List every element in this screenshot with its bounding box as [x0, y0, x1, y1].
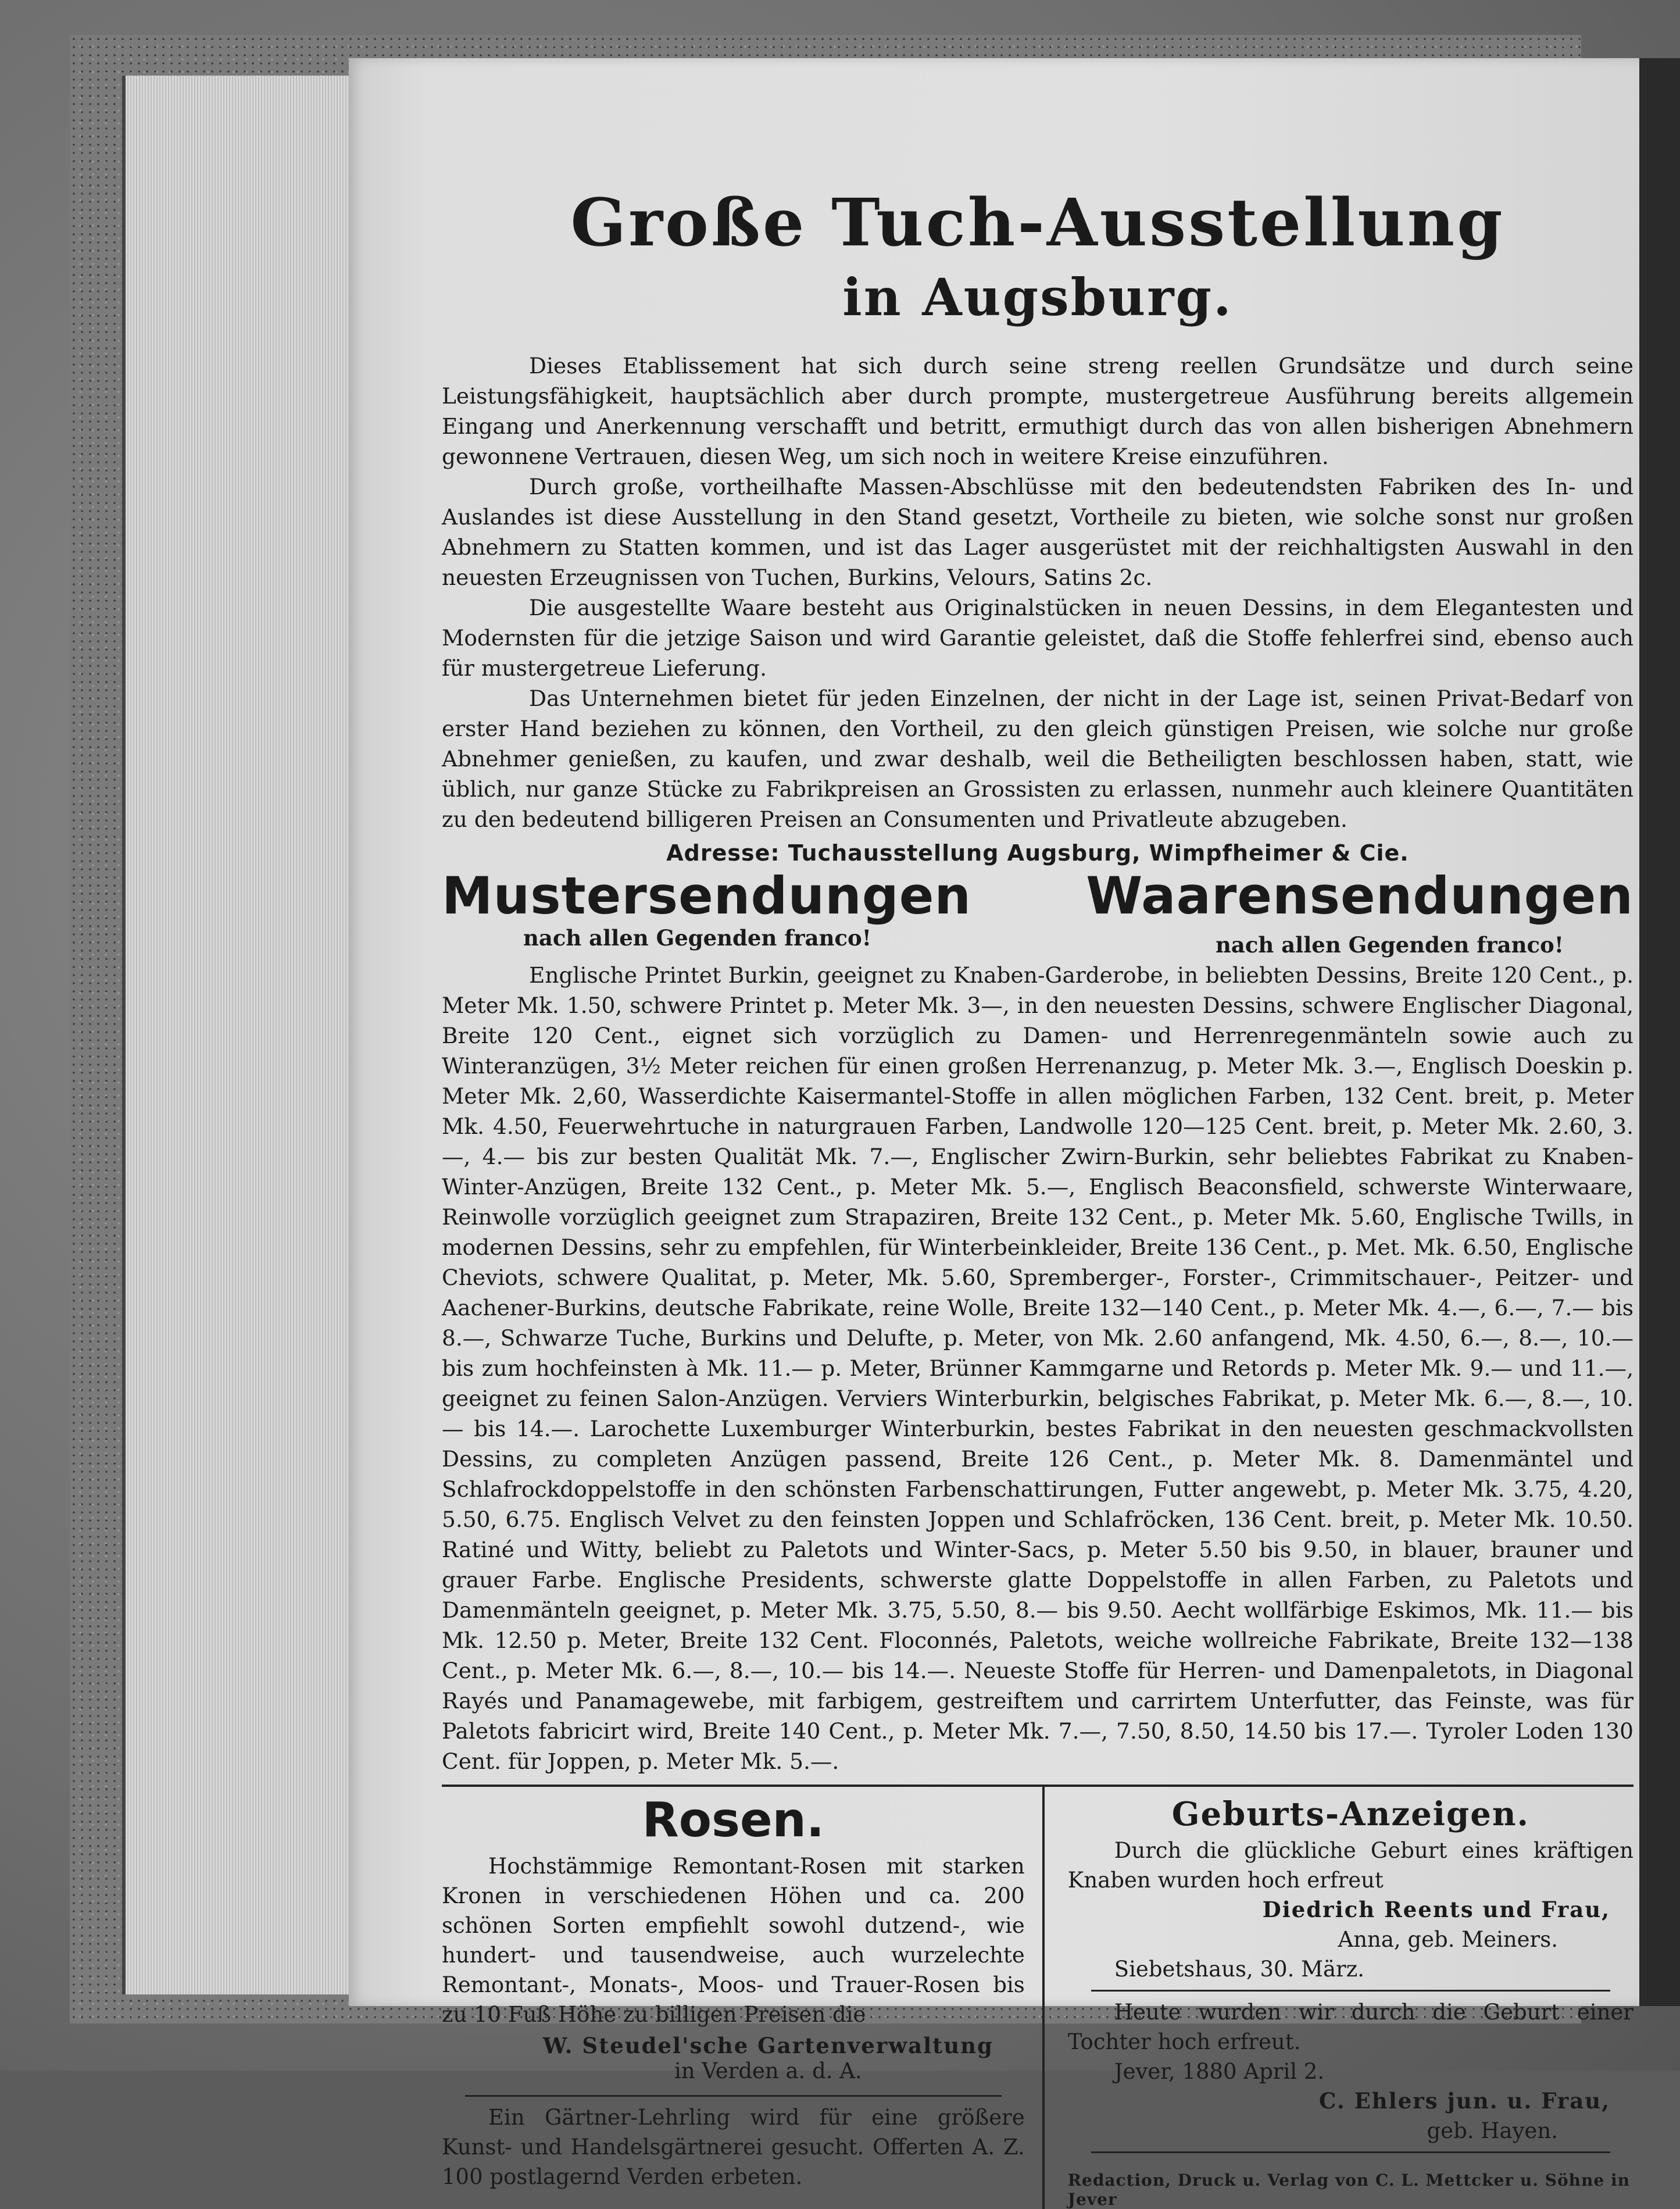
waaren-heading: Waarensendungen — [1086, 865, 1633, 926]
subheadline: in Augsburg. — [842, 266, 1233, 327]
product-listing: Englische Printet Burkin, geeignet zu Knaben-Garderobe, in beliebten Dessins, Breite 120 Cent., p. Meter Mk. 1.50, schwere Printet p. Meter Mk. 3—, in den neuesten Dessins, schwere Englischer Diagonal, Breite 120 Cent., eignet sich vorzüglich zu Damen- und Herrenregenmänteln sowie auch zu Winteranzügen, 3½ Meter reichen für einen großen Herrenanzug, p. Meter Mk. 3.—, Englisch Doeskin p. Meter Mk. 2,60, Wasserdichte Kaisermantel-Stoffe in allen möglichen Farben, 132 Cent. breit, p. Meter Mk. 4.50, Feuerwehrtuche in naturgrauen Farben, Landwolle 120—125 Cent. breit, p. Meter Mk. 2.60, 3.—, 4.— bis zur besten Qualität Mk. 7.—, Englischer Zwirn-Burkin, sehr beliebtes Fabrikat zu Knaben-Winter-Anzügen, Breite 132 Cent., p. Meter Mk. 5.—, Englisch Beaconsfield, schwerste Winterwaare, Reinwolle vorzüglich geeignet zum Strapaziren, Breite 132 Cent., p. Meter Mk. 5.60, Englische Twills, in modernen Dessins, sehr zu empfehlen, für Winterbeinkleider, Breite 136 Cent., p. Met. Mk. 6.50, Englische Cheviots, schwere Qualitat, p. Meter, Mk. 5.60, Spremberger-, Forster-, Crimmitschauer-, Peitzer- und Aachener-Burkins, deutsche Fabrikate, reine Wolle, Breite 132—140 Cent., p. Meter Mk. 4.—, 6.—, 7.— bis 8.—, Schwarze Tuche, Burkins und Delufte, p. Meter, von Mk. 2.60 anfangend, Mk. 4.50, 6.—, 8.—, 10.— bis zum hochfeinsten à Mk. 11.— p. Meter, Brünner Kammgarne und Retords p. Meter Mk. 9.— und 11.—, geeignet zu feinen Salon-Anzügen. Verviers Winterburkin, belgisches Fabrikat, p. Meter Mk. 6.—, 8.—, 10.— bis 14.—. Larochette Luxemburger Winterburkin, bestes Fabrikat in den neuesten geschmackvollsten Dessins, zu completen Anzügen passend, Breite 126 Cent., p. Meter Mk. 8. Damenmäntel und Schlafrockdoppelstoffe in den schönsten Farbenschattirungen, Futter angewebt, p. Meter Mk. 3.75, 4.20, 5.50, 6.75. Englisch Velvet zu den feinsten Joppen und Schlafröcken, 136 Cent. breit, p. Meter Mk. 10.50. Ratiné und Witty, beliebt zu Paletots und Winter-Sacs, p. Meter 5.50 bis 9.50, in blauer, brauner und grauer Farbe. Englische Presidents, schwerste glatte Doppelstoffe in allen Farben, zu Paletots und Damenmänteln geeignet, p. Meter Mk. 3.75, 5.50, 8.— bis 9.50. Aecht wollfärbige Eskimos, Mk. 11.— bis Mk. 12.50 p. Meter, Breite 132 Cent. Floconnés, Paletots, weiche wollreiche Fabrikate, Breite 132—138 Cent., p. Meter Mk. 6.—, 8.—, 10.— bis 14.—. Neueste Stoffe für Herren- und Damenpaletots, in Diagonal Rayés und Panamagewebe, mit farbigem, gestreiftem und carrirtem Unterfutter, das Feinste, was für Paletots fabricirt wird, Breite 140 Cent., p. Meter Mk. 7.—, 7.50, 8.50, 14.50 bis 17.—. Tyroler Loden 130 Cent. für Joppen, p. Meter Mk. 5.—. — [442, 962, 1633, 1775]
page-edges — [122, 76, 358, 1994]
address-line: Adresse: Tuchausstellung Augsburg, Wimpfheimer & Cie. — [666, 840, 1409, 866]
imprint-divider — [1091, 2151, 1610, 2153]
geburt-sig-2a: C. Ehlers jun. u. Frau, — [1319, 2088, 1610, 2114]
geburt-column — [1045, 1787, 1633, 2209]
geburt-place-2: Jever, 1880 April 2. — [1114, 2059, 1325, 2085]
apprentice-ad: Ein Gärtner-Lehrling wird für eine größere Kunst- und Handelsgärtnerei gesucht. Offerten A. Z. 100 postlagernd Verden erbeten. — [442, 2105, 1025, 2190]
intro-paragraph-3: Die ausgestellte Waare besteht aus Originalstücken in neuen Dessins, in dem Elegantesten und Modernsten für die jetzige Saison und wird Garantie geleistet, daß die Stoffe fehlerfrei sind, ebenso auch für mustergetreue Lieferung. — [442, 594, 1633, 681]
muster-heading: Mustersendungen — [442, 865, 972, 926]
right-edge-shadow — [1639, 58, 1680, 2006]
geburt-text-1: Durch die glückliche Geburt eines kräftigen Knaben wurden hoch erfreut — [1067, 1838, 1633, 1893]
newspaper-page — [349, 58, 1663, 2209]
headline: Große Tuch-Ausstellung — [570, 185, 1505, 261]
intro-paragraph-4: Das Unternehmen bietet für jeden Einzelnen, der nicht in der Lage ist, seinen Privat-Bedarf von erster Hand beziehen zu können, den Vortheil, zu den gleich günstigen Preisen, wie solche nur große Abnehmer genießen, zu kaufen, und zwar deshalb, weil die Betheiligten beschlossen haben, statt, wie üblich, nur ganze Stücke zu Fabrikpreisen an Grossisten zu erlassen, nunmehr auch kleinere Quantitäten zu den bedeutend billigeren Preisen an Consumenten und Privatleute abzugeben. — [442, 685, 1633, 832]
rosen-signature: W. Steudel'sche Gartenverwaltung — [542, 2033, 993, 2059]
geburt-title: Geburts-Anzeigen. — [1171, 1795, 1530, 1834]
rosen-column — [442, 1787, 1045, 2209]
intro-paragraph-1: Dieses Etablissement hat sich durch seine streng reellen Grundsätze und durch seine Leistungsfähigkeit, hauptsächlich aber durch prompte, mustergetreue Ausführung bereits allgemein Eingang und Anerkennung verschafft und betritt, ermuthigt durch das von allen bisherigen Abnehmern gewonnene Vertrauen, diesen Weg, um sich noch in weitere Kreise einzuführen. — [442, 352, 1633, 469]
geburt-sig-1a: Diedrich Reents und Frau, — [1262, 1897, 1610, 1923]
geburt-sig-1b: Anna, geb. Meiners. — [1338, 1927, 1558, 1953]
franco-left: nach allen Gegenden franco! — [523, 925, 871, 951]
intro-paragraph-2: Durch große, vortheilhafte Massen-Abschlüsse mit den bedeutendsten Fabriken des In- und Auslandes ist diese Ausstellung in den Stand gesetzt, Vortheile zu bieten, wie solche sonst nur großen Abnehmern zu Statten kommen, und ist das Lager ausgerüstet mit der reichhaltigsten Auswahl in den neuesten Erzeugnissen von Tuchen, Burkins, Velours, Satins 2c. — [442, 473, 1633, 590]
geburt-sig-2b: geb. Hayen. — [1427, 2118, 1558, 2144]
geburt-divider — [1091, 1990, 1610, 1992]
rosen-title: Rosen. — [642, 1793, 825, 1848]
geburt-place-1: Siebetshaus, 30. März. — [1114, 1957, 1364, 1982]
rosen-text: Hochstämmige Remontant-Rosen mit starken Kronen in verschiedenen Höhen und ca. 200 schönen Sorten empfiehlt sowohl dutzend-, wie hundert- und tausendweise, auch wurzelechte Remontant-, Monats-, Moos- und Trauer-Rosen bis zu 10 Fuß Höhe zu billigen Preisen die — [442, 1854, 1025, 2028]
page-content — [442, 186, 1633, 2209]
geburt-text-2: Heute wurden wir durch die Geburt einer Tochter hoch erfreut. — [1067, 2000, 1633, 2055]
bottom-columns — [442, 1787, 1633, 2209]
sendungen-row — [442, 865, 1633, 926]
franco-right: nach allen Gegenden franco! — [1216, 932, 1564, 958]
rosen-divider — [465, 2095, 1002, 2097]
franco-row — [442, 925, 1633, 958]
rosen-place: in Verden a. d. A. — [674, 2058, 862, 2084]
imprint-line: Redaction, Druck u. Verlag von C. L. Mettcker u. Söhne in Jever — [1067, 2171, 1630, 2209]
